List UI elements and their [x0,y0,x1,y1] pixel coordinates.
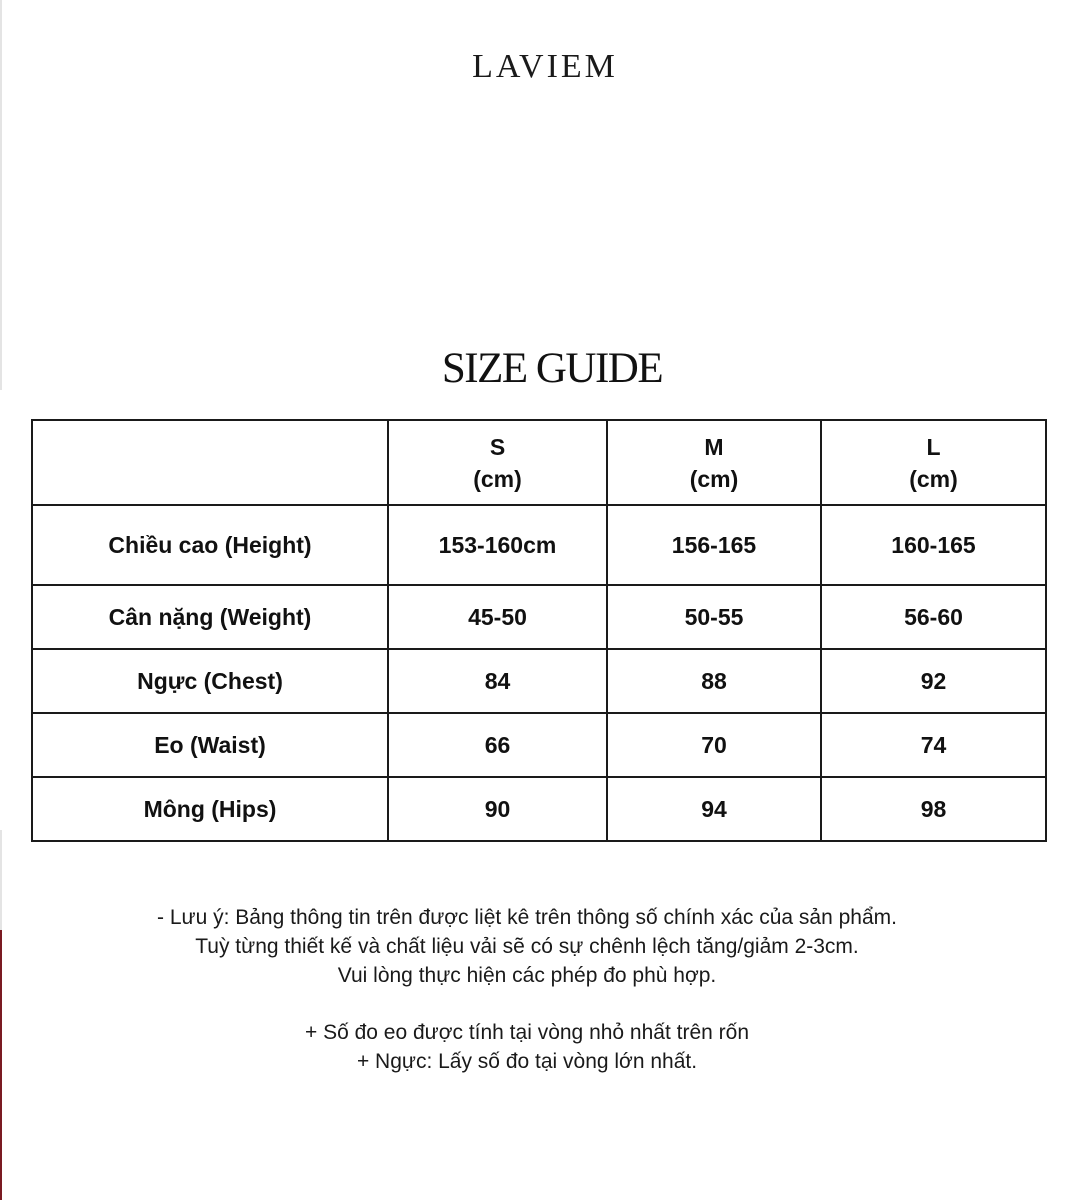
note-spacer [0,990,1054,1018]
table-cell: 90 [388,777,607,841]
table-cell: 156-165 [607,505,821,585]
row-label: Chiều cao (Height) [32,505,388,585]
note-line: - Lưu ý: Bảng thông tin trên được liệt kê trên thông số chính xác của sản phẩm. [157,906,897,929]
column-size-label: M [704,433,724,460]
table-cell: 92 [821,649,1046,713]
column-header-m [607,420,821,505]
row-label: Eo (Waist) [32,713,388,777]
table-cell: 88 [607,649,821,713]
table-cell: 74 [821,713,1046,777]
column-header-s [388,420,607,505]
column-header-l [821,420,1046,505]
table-cell: 84 [388,649,607,713]
size-table [31,419,1047,842]
column-size-label: S [489,433,506,460]
table-header-row [32,420,1046,505]
table-cell: 50-55 [607,585,821,649]
column-unit-label: (cm) [909,465,958,492]
table-cell: 45-50 [388,585,607,649]
note-line: Vui lòng thực hiện các phép đo phù hợp. [337,964,717,987]
table-row-height [32,505,1046,585]
row-label: Mông (Hips) [32,777,388,841]
size-notes [0,903,1054,1076]
page-title: SIZE GUIDE [441,345,663,392]
note-line: Tuỳ từng thiết kế và chất liệu vải sẽ có sự chênh lệch tăng/giảm 2-3cm. [195,935,859,958]
table-row-chest [32,649,1046,713]
header-empty-cell [32,420,388,505]
table-cell: 56-60 [821,585,1046,649]
table-cell: 160-165 [821,505,1046,585]
column-unit-label: (cm) [689,465,739,492]
brand-logo: LAVIEM [472,48,618,85]
column-unit-label: (cm) [473,465,522,492]
note-line: + Ngực: Lấy số đo tại vòng lớn nhất. [356,1050,698,1073]
row-label: Ngực (Chest) [32,649,388,713]
table-row-waist [32,713,1046,777]
table-cell: 94 [607,777,821,841]
table-row-weight [32,585,1046,649]
table-row-hips [32,777,1046,841]
column-size-label: L [926,433,941,460]
table-cell: 153-160cm [388,505,607,585]
table-cell: 98 [821,777,1046,841]
table-cell: 70 [607,713,821,777]
note-line: + Số đo eo được tính tại vòng nhỏ nhất trên rốn [304,1021,750,1044]
table-cell: 66 [388,713,607,777]
row-label: Cân nặng (Weight) [32,585,388,649]
